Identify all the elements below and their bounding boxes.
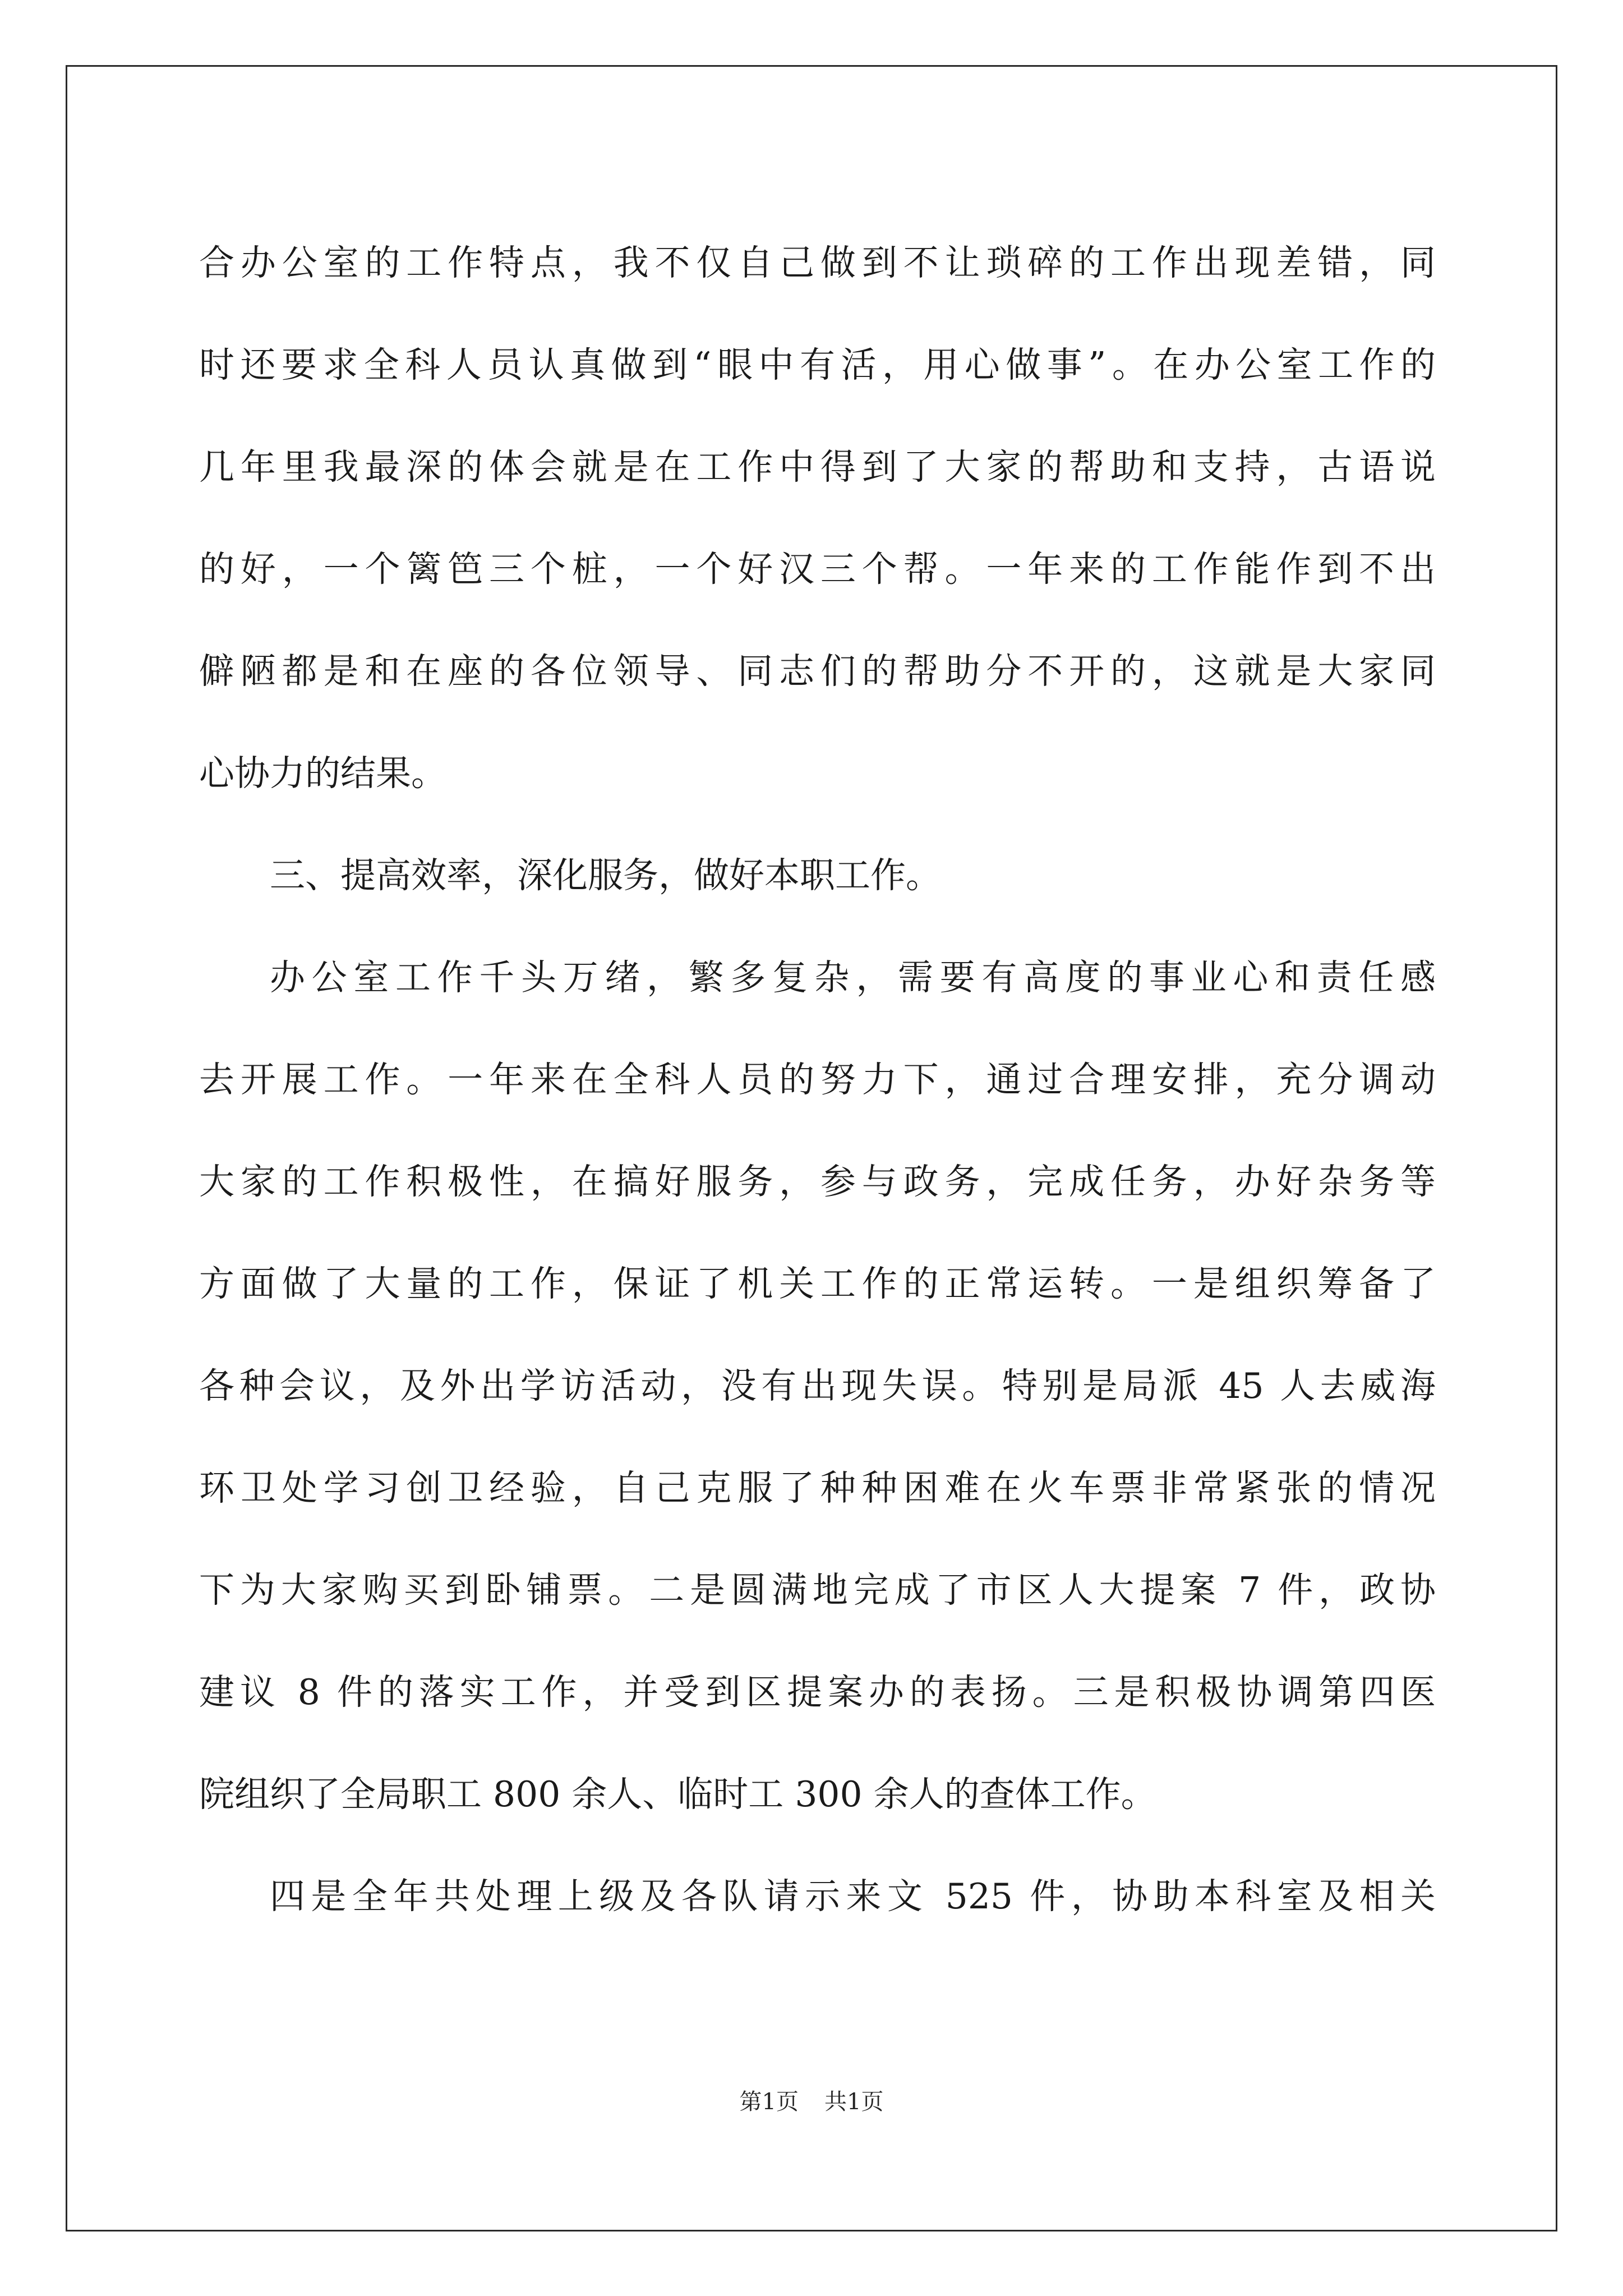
- text-line: 环卫处学习创卫经验，自己克服了种种困难在火车票非常紧张的情况: [199, 1467, 1436, 1508]
- text-line: 四是全年共处理上级及各队请示来文 525 件，协助本科室及相关: [270, 1876, 1436, 1917]
- text-line: 院组织了全局职工 800 余人、临时工 300 余人的查体工作。: [199, 1774, 1156, 1815]
- text-line: 僻陋都是和在座的各位领导、同志们的帮助分不开的，这就是大家同: [199, 651, 1436, 692]
- text-line: 建议 8 件的落实工作，并受到区提案办的表扬。三是积极协调第四医: [199, 1672, 1436, 1713]
- text-line: 下为大家购买到卧铺票。二是圆满地完成了市区人大提案 7 件，政协: [199, 1570, 1436, 1611]
- text-line: 办公室工作千头万绪，繁多复杂，需要有高度的事业心和责任感: [270, 957, 1436, 998]
- text-line: 的好，一个篱笆三个桩，一个好汉三个帮。一年来的工作能作到不出: [199, 549, 1436, 590]
- text-line: 几年里我最深的体会就是在工作中得到了大家的帮助和支持，古语说: [199, 447, 1436, 487]
- text-line: 大家的工作积极性，在搞好服务，参与政务，完成任务，办好杂务等: [199, 1161, 1436, 1202]
- page-total: 共1页: [824, 2089, 884, 2115]
- text-line: 各种会议，及外出学访活动，没有出现失误。特别是局派 45 人去威海: [199, 1365, 1436, 1406]
- text-line: 去开展工作。一年来在全科人员的努力下，通过合理安排，充分调动: [199, 1059, 1436, 1100]
- page-number: 第1页: [739, 2089, 799, 2115]
- section-heading: 三、提高效率，深化服务，做好本职工作。: [270, 855, 941, 896]
- page-footer: [0, 2084, 1623, 2116]
- text-line: 方面做了大量的工作，保证了机关工作的正常运转。一是组织筹备了: [199, 1263, 1436, 1304]
- document-body: [199, 212, 1436, 1948]
- text-line: 心协力的结果。: [199, 753, 446, 794]
- text-line: 合办公室的工作特点，我不仅自己做到不让琐碎的工作出现差错，同: [199, 242, 1436, 283]
- text-line: 时还要求全科人员认真做到“眼中有活，用心做事”。在办公室工作的: [199, 344, 1436, 385]
